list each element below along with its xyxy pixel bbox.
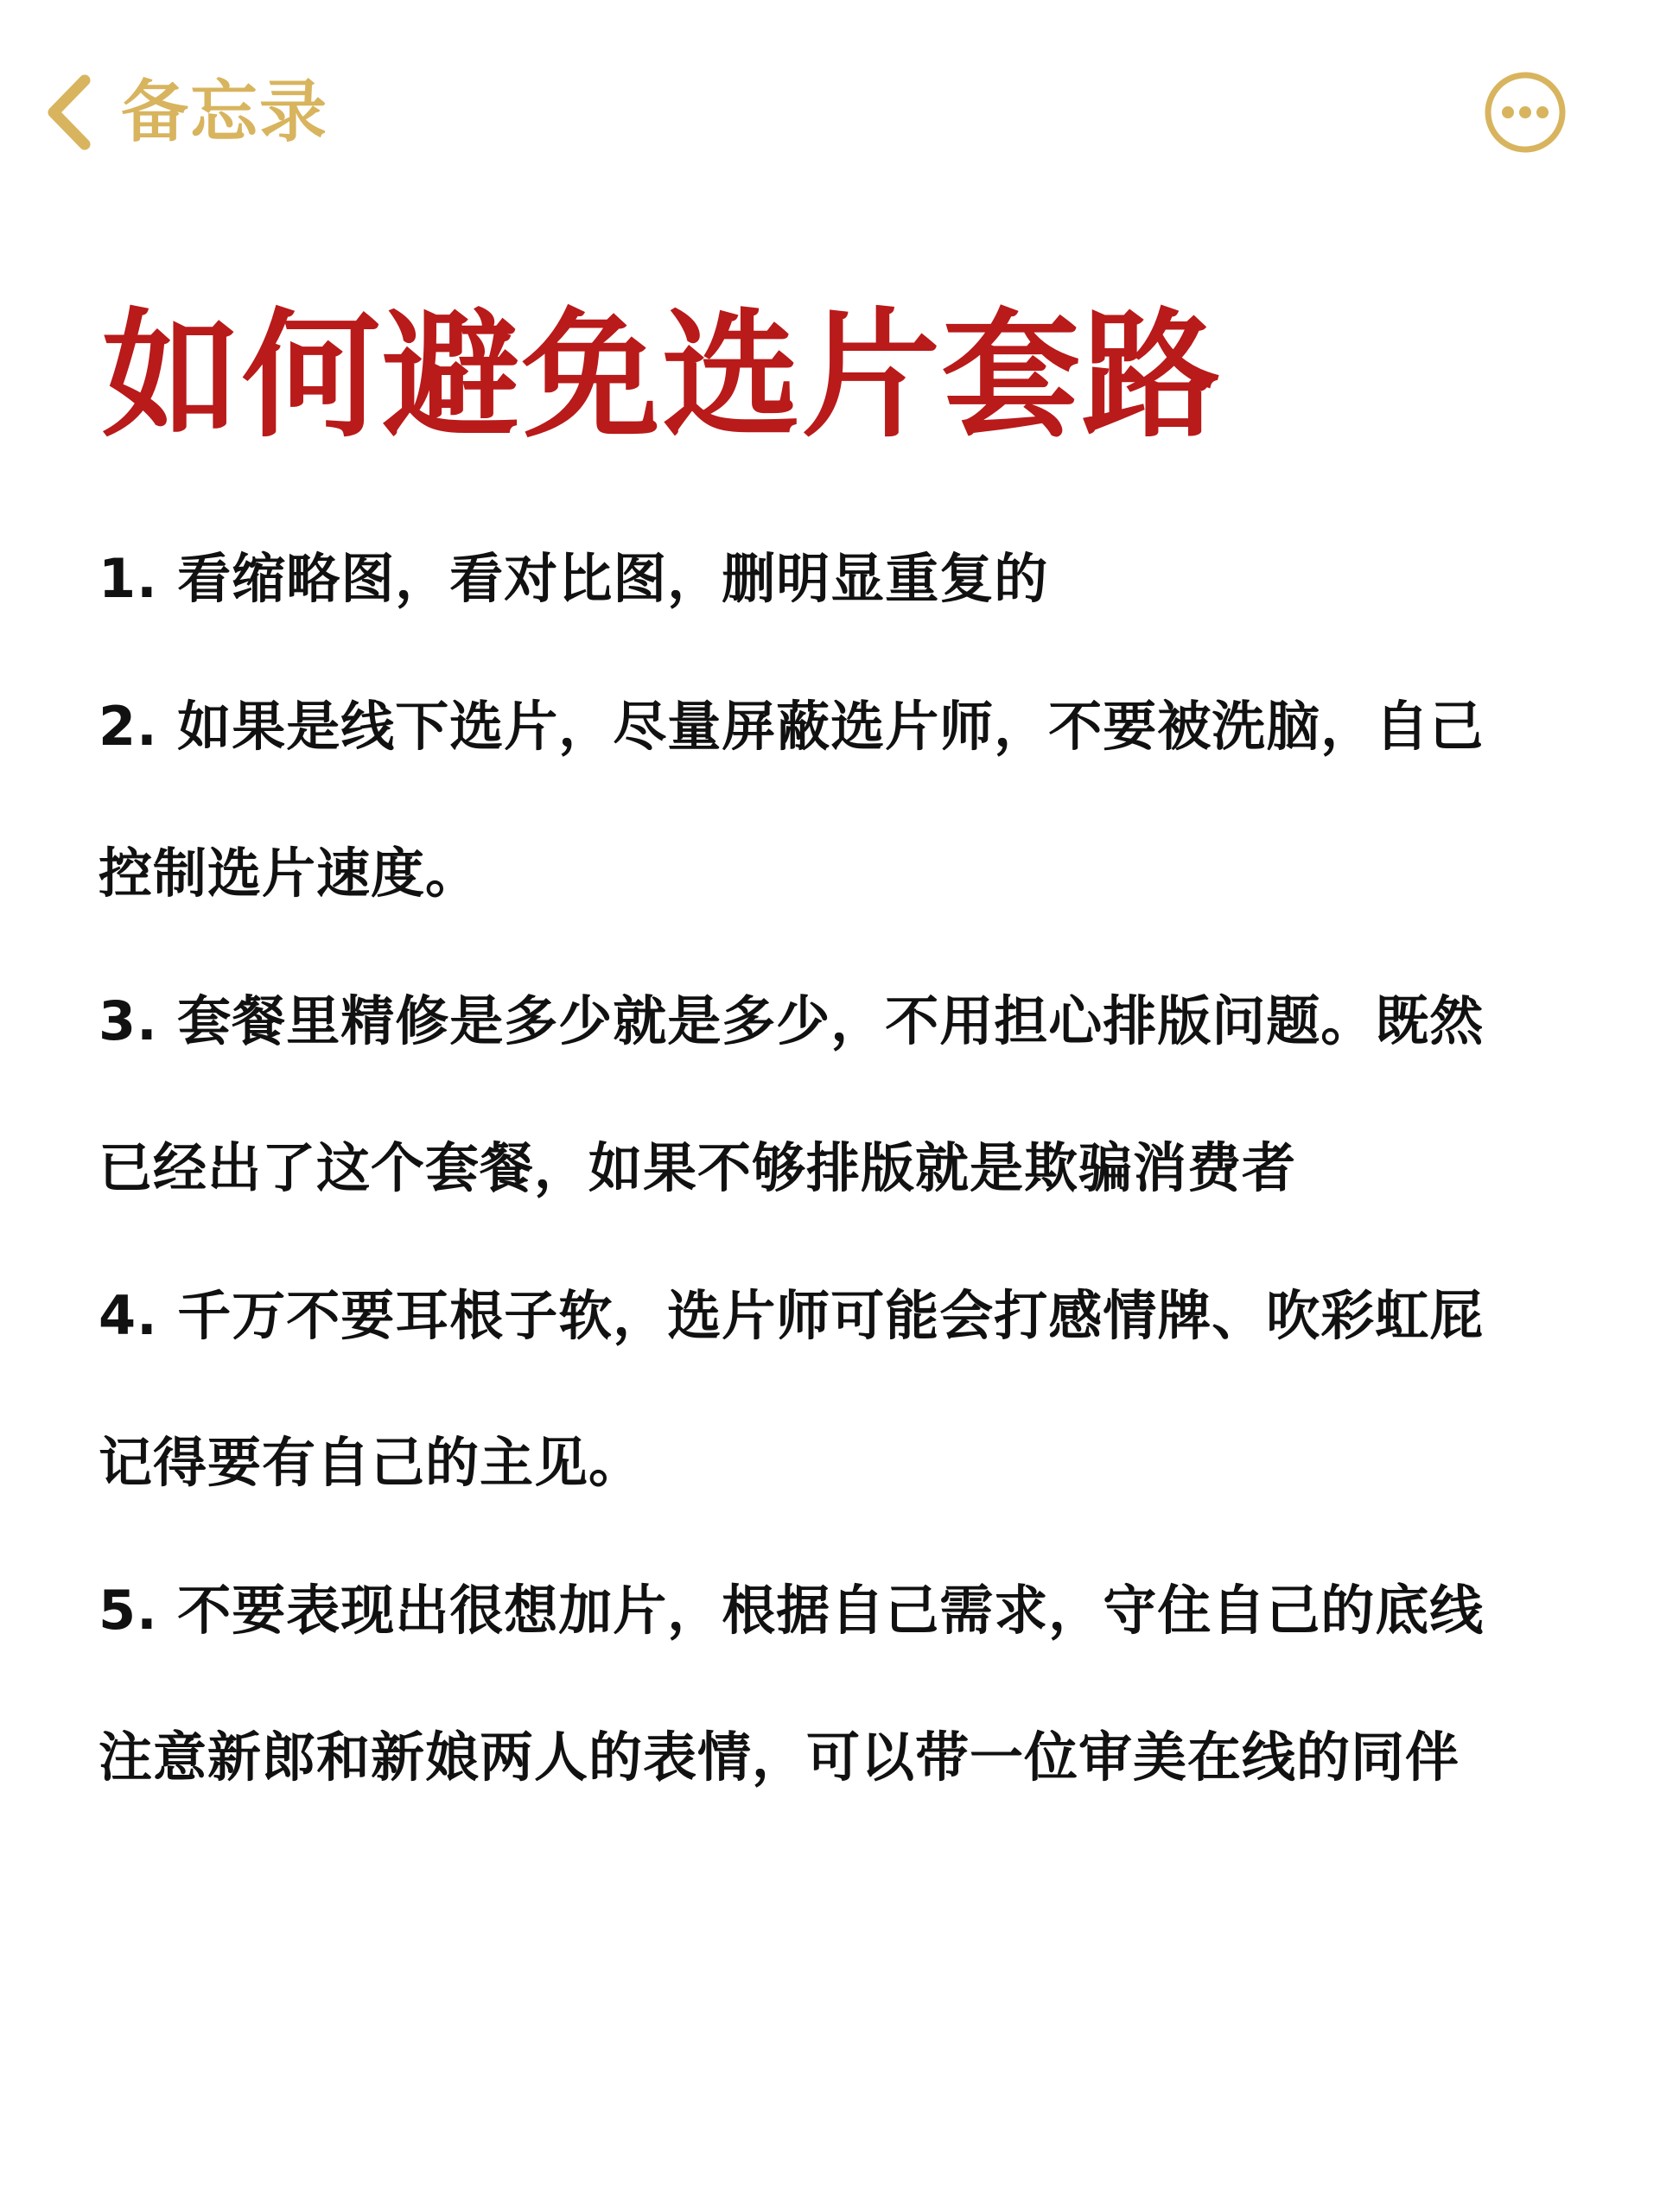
note-line: 已经出了这个套餐，如果不够排版就是欺骗消费者 bbox=[99, 1136, 1297, 1199]
note-line: 记得要有自己的主见。 bbox=[99, 1431, 644, 1494]
note-line: 注意新郎和新娘两人的表情，可以带一位审美在线的同伴 bbox=[99, 1726, 1460, 1789]
note-line: 控制选片速度。 bbox=[99, 842, 480, 905]
note-title: 如何避免选片套路 bbox=[102, 295, 1223, 456]
note-line: 5. 不要表现出很想加片，根据自己需求，守住自己的底线 bbox=[99, 1579, 1485, 1642]
note-line: 1. 看缩略图，看对比图，删明显重复的 bbox=[99, 547, 1049, 610]
more-circle-icon bbox=[1482, 69, 1568, 156]
note-line: 3. 套餐里精修是多少就是多少，不用担心排版问题。既然 bbox=[99, 989, 1485, 1052]
navigation-bar bbox=[0, 0, 1660, 233]
more-button[interactable] bbox=[1482, 69, 1568, 156]
back-label: 备忘录 bbox=[121, 73, 329, 151]
chevron-left-icon bbox=[43, 73, 95, 151]
note-line: 4. 千万不要耳根子软，选片师可能会打感情牌、吹彩虹屁 bbox=[99, 1284, 1485, 1347]
note-line: 2. 如果是线下选片，尽量屏蔽选片师，不要被洗脑，自己 bbox=[99, 695, 1485, 758]
back-button[interactable] bbox=[43, 69, 328, 156]
